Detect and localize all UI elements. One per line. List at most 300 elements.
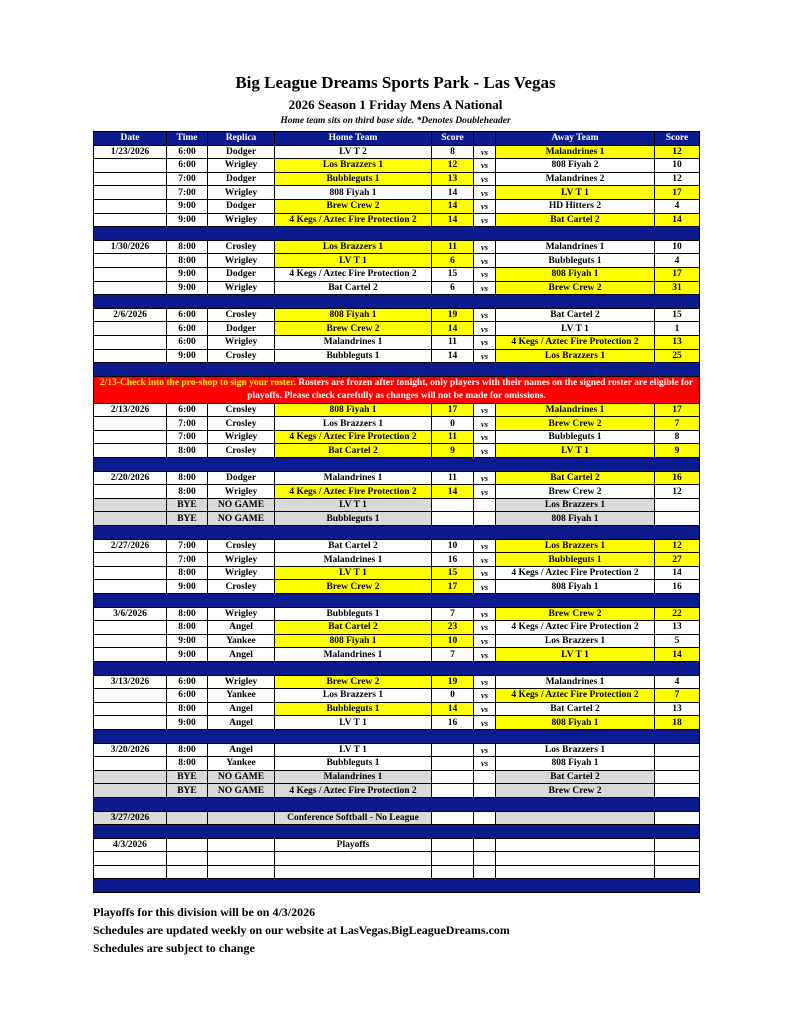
separator-cell [94,729,700,743]
game-row [94,784,700,798]
away-team-cell: Bat Cartel 2 [496,770,655,784]
header-time: Time [167,132,208,146]
time-cell: 8:00 [167,702,208,716]
replica-cell: Wrigley [208,607,275,621]
replica-cell: NO GAME [208,770,275,784]
home-team-cell: Brew Crew 2 [275,675,432,689]
vs-cell: vs [474,580,496,594]
home-team-cell: LV T 1 [275,716,432,730]
date-cell: 3/27/2026 [94,811,167,825]
time-cell [167,865,208,879]
vs-cell: vs [474,254,496,268]
replica-cell: Wrigley [208,186,275,200]
date-cell: 1/30/2026 [94,240,167,254]
home-score-cell [432,811,474,825]
home-team-cell: Bat Cartel 2 [275,444,432,458]
header-vs [474,132,496,146]
home-team-cell: 4 Kegs / Aztec Fire Protection 2 [275,213,432,227]
home-team-cell: 4 Kegs / Aztec Fire Protection 2 [275,784,432,798]
game-row [94,702,700,716]
game-row [94,716,700,730]
away-score-cell [655,743,700,757]
replica-cell: Angel [208,743,275,757]
away-team-cell: Los Brazzers 1 [496,349,655,363]
away-team-cell: Bat Cartel 2 [496,702,655,716]
away-score-cell: 5 [655,634,700,648]
date-cell: 2/27/2026 [94,539,167,553]
away-score-cell [655,498,700,512]
separator-row [94,661,700,675]
home-team-cell: Bat Cartel 2 [275,621,432,635]
date-cell [94,852,167,866]
vs-cell: vs [474,213,496,227]
date-cell [94,281,167,295]
away-score-cell [655,784,700,798]
home-score-cell: 14 [432,349,474,363]
home-team-cell: Los Brazzers 1 [275,240,432,254]
game-row [94,471,700,485]
home-team-cell: Los Brazzers 1 [275,689,432,703]
game-row [94,444,700,458]
home-team-cell [275,852,432,866]
home-score-cell [432,770,474,784]
home-team-cell: Malandrines 1 [275,770,432,784]
game-row [94,852,700,866]
replica-cell: Yankee [208,634,275,648]
replica-cell: Crosley [208,539,275,553]
date-cell [94,865,167,879]
game-row [94,648,700,662]
away-team-cell: Brew Crew 2 [496,417,655,431]
away-score-cell: 8 [655,430,700,444]
date-cell [94,213,167,227]
date-cell: 2/6/2026 [94,308,167,322]
separator-row [94,594,700,608]
replica-cell: Yankee [208,757,275,771]
date-cell [94,267,167,281]
date-cell [94,702,167,716]
separator-row [94,295,700,309]
away-team-cell: Brew Crew 2 [496,485,655,499]
header-row [94,132,700,146]
vs-cell [474,852,496,866]
replica-cell: Wrigley [208,254,275,268]
vs-cell: vs [474,308,496,322]
home-team-cell: Malandrines 1 [275,471,432,485]
home-score-cell: 11 [432,335,474,349]
home-score-cell: 13 [432,172,474,186]
replica-cell: Angel [208,648,275,662]
away-team-cell: HD Hitters 2 [496,199,655,213]
away-score-cell: 17 [655,403,700,417]
date-cell [94,172,167,186]
vs-cell [474,784,496,798]
replica-cell [208,811,275,825]
away-score-cell: 27 [655,553,700,567]
replica-cell: Wrigley [208,335,275,349]
vs-cell: vs [474,621,496,635]
home-team-cell: Bubbleguts 1 [275,172,432,186]
home-team-cell: Bubbleguts 1 [275,512,432,526]
away-score-cell: 1 [655,322,700,336]
home-team-cell: Los Brazzers 1 [275,159,432,173]
time-cell: 6:00 [167,322,208,336]
vs-cell: vs [474,689,496,703]
footer-website: Schedules are updated weekly on our website at LasVegas.BigLeagueDreams.com [93,923,510,937]
away-score-cell: 12 [655,539,700,553]
away-score-cell: 16 [655,471,700,485]
time-cell: 9:00 [167,634,208,648]
home-score-cell: 8 [432,145,474,159]
away-score-cell: 7 [655,689,700,703]
away-team-cell: Bat Cartel 2 [496,471,655,485]
date-cell [94,349,167,363]
home-team-cell: LV T 2 [275,145,432,159]
vs-cell: vs [474,335,496,349]
replica-cell: Yankee [208,689,275,703]
separator-row [94,879,700,893]
vs-cell: vs [474,743,496,757]
replica-cell: Dodger [208,322,275,336]
date-cell [94,553,167,567]
home-team-cell: 808 Fiyah 1 [275,634,432,648]
time-cell: 7:00 [167,539,208,553]
home-score-cell [432,865,474,879]
vs-cell: vs [474,716,496,730]
time-cell: 7:00 [167,417,208,431]
header-replica: Replica [208,132,275,146]
time-cell [167,811,208,825]
replica-cell: Wrigley [208,430,275,444]
away-score-cell: 10 [655,159,700,173]
home-score-cell: 14 [432,186,474,200]
game-row [94,512,700,526]
game-row [94,539,700,553]
away-score-cell [655,865,700,879]
away-team-cell: Bubbleguts 1 [496,254,655,268]
away-team-cell [496,852,655,866]
away-team-cell [496,811,655,825]
date-cell: 2/20/2026 [94,471,167,485]
home-team-cell: 4 Kegs / Aztec Fire Protection 2 [275,430,432,444]
away-team-cell: LV T 1 [496,186,655,200]
separator-cell [94,661,700,675]
separator-cell [94,227,700,241]
time-cell: 9:00 [167,213,208,227]
separator-cell [94,594,700,608]
away-team-cell: 4 Kegs / Aztec Fire Protection 2 [496,621,655,635]
header-away-score: Score [655,132,700,146]
home-team-cell: 808 Fiyah 1 [275,308,432,322]
home-score-cell: 17 [432,403,474,417]
replica-cell: Wrigley [208,566,275,580]
header-home-score: Score [432,132,474,146]
home-team-cell: Brew Crew 2 [275,580,432,594]
time-cell: 9:00 [167,199,208,213]
date-cell [94,254,167,268]
separator-cell [94,363,700,377]
date-cell [94,199,167,213]
vs-cell: vs [474,267,496,281]
home-team-cell: 4 Kegs / Aztec Fire Protection 2 [275,267,432,281]
game-row [94,349,700,363]
away-score-cell: 14 [655,648,700,662]
away-team-cell: 4 Kegs / Aztec Fire Protection 2 [496,689,655,703]
time-cell [167,852,208,866]
date-cell [94,159,167,173]
separator-cell [94,458,700,472]
game-row [94,213,700,227]
game-row [94,199,700,213]
header-date: Date [94,132,167,146]
separator-row [94,363,700,377]
replica-cell: Wrigley [208,675,275,689]
separator-row [94,729,700,743]
date-cell [94,512,167,526]
replica-cell: Crosley [208,417,275,431]
vs-cell: vs [474,281,496,295]
replica-cell: Crosley [208,240,275,254]
game-row [94,254,700,268]
vs-cell [474,498,496,512]
replica-cell: Crosley [208,580,275,594]
away-team-cell: Brew Crew 2 [496,784,655,798]
away-team-cell: Los Brazzers 1 [496,634,655,648]
away-score-cell [655,757,700,771]
time-cell: 6:00 [167,335,208,349]
away-score-cell [655,852,700,866]
time-cell: 6:00 [167,308,208,322]
date-cell: 3/13/2026 [94,675,167,689]
away-team-cell [496,838,655,852]
date-cell [94,621,167,635]
replica-cell: Crosley [208,308,275,322]
date-cell [94,322,167,336]
time-cell: 8:00 [167,471,208,485]
vs-cell: vs [474,702,496,716]
away-team-cell: Malandrines 1 [496,145,655,159]
away-score-cell: 14 [655,566,700,580]
game-row [94,770,700,784]
vs-cell: vs [474,240,496,254]
home-team-cell: Bubbleguts 1 [275,607,432,621]
date-cell [94,444,167,458]
away-team-cell: 808 Fiyah 1 [496,267,655,281]
away-score-cell: 17 [655,186,700,200]
home-score-cell [432,852,474,866]
vs-cell: vs [474,757,496,771]
away-score-cell: 13 [655,335,700,349]
home-team-cell: Brew Crew 2 [275,199,432,213]
home-score-cell [432,498,474,512]
home-team-cell: Bubbleguts 1 [275,757,432,771]
vs-cell: vs [474,172,496,186]
time-cell: 8:00 [167,254,208,268]
game-row [94,240,700,254]
separator-cell [94,797,700,811]
home-team-cell: LV T 1 [275,743,432,757]
game-row [94,553,700,567]
time-cell: 7:00 [167,172,208,186]
time-cell: 7:00 [167,430,208,444]
date-cell [94,498,167,512]
home-score-cell: 6 [432,254,474,268]
vs-cell [474,811,496,825]
vs-cell [474,512,496,526]
away-score-cell: 16 [655,580,700,594]
away-team-cell: 808 Fiyah 1 [496,757,655,771]
date-cell: 4/3/2026 [94,838,167,852]
home-score-cell [432,757,474,771]
notice-highlight: 2/13-Check into the pro-shop to sign your roster. [99,377,296,388]
home-score-cell [432,512,474,526]
game-row [94,417,700,431]
separator-cell [94,879,700,893]
away-score-cell: 15 [655,308,700,322]
date-cell [94,430,167,444]
away-score-cell: 7 [655,417,700,431]
header-away-team: Away Team [496,132,655,146]
vs-cell: vs [474,634,496,648]
home-score-cell: 17 [432,580,474,594]
away-score-cell [655,838,700,852]
home-team-cell: Playoffs [275,838,432,852]
away-team-cell: 808 Fiyah 2 [496,159,655,173]
home-team-cell: Malandrines 1 [275,335,432,349]
home-team-cell: LV T 1 [275,498,432,512]
date-cell [94,716,167,730]
time-cell: BYE [167,770,208,784]
replica-cell: Angel [208,702,275,716]
date-cell [94,566,167,580]
separator-row [94,227,700,241]
time-cell: 6:00 [167,159,208,173]
game-row [94,634,700,648]
date-cell: 3/20/2026 [94,743,167,757]
date-cell [94,784,167,798]
replica-cell: Dodger [208,471,275,485]
vs-cell: vs [474,159,496,173]
away-score-cell: 13 [655,621,700,635]
home-score-cell: 0 [432,689,474,703]
game-row [94,811,700,825]
game-row [94,335,700,349]
home-score-cell: 14 [432,702,474,716]
vs-cell: vs [474,349,496,363]
separator-cell [94,825,700,839]
vs-cell: vs [474,444,496,458]
home-score-cell: 14 [432,213,474,227]
time-cell: 7:00 [167,553,208,567]
away-score-cell: 13 [655,702,700,716]
replica-cell [208,865,275,879]
vs-cell: vs [474,403,496,417]
home-score-cell: 23 [432,621,474,635]
away-team-cell: Bubbleguts 1 [496,553,655,567]
time-cell: 8:00 [167,566,208,580]
replica-cell: Angel [208,716,275,730]
home-score-cell: 19 [432,308,474,322]
time-cell: 9:00 [167,349,208,363]
time-cell: 8:00 [167,743,208,757]
game-row [94,145,700,159]
away-score-cell: 25 [655,349,700,363]
away-score-cell: 12 [655,485,700,499]
away-team-cell: Los Brazzers 1 [496,743,655,757]
time-cell: 9:00 [167,648,208,662]
home-score-cell: 7 [432,648,474,662]
replica-cell: Wrigley [208,485,275,499]
away-score-cell: 12 [655,172,700,186]
header-home-team: Home Team [275,132,432,146]
home-score-cell: 10 [432,634,474,648]
date-cell: 2/13/2026 [94,403,167,417]
away-team-cell: Los Brazzers 1 [496,539,655,553]
time-cell: 8:00 [167,485,208,499]
home-score-cell [432,838,474,852]
replica-cell: Dodger [208,267,275,281]
away-team-cell: Malandrines 1 [496,403,655,417]
separator-cell [94,526,700,540]
home-score-cell: 11 [432,240,474,254]
replica-cell: Dodger [208,145,275,159]
footer-playoffs: Playoffs for this division will be on 4/3/2026 [93,905,316,919]
replica-cell: Wrigley [208,213,275,227]
replica-cell: NO GAME [208,512,275,526]
vs-cell: vs [474,430,496,444]
time-cell: 9:00 [167,580,208,594]
vs-cell: vs [474,566,496,580]
game-row [94,403,700,417]
home-score-cell: 11 [432,471,474,485]
home-team-cell: Malandrines 1 [275,648,432,662]
game-row [94,757,700,771]
game-row [94,566,700,580]
game-row [94,607,700,621]
date-cell [94,186,167,200]
game-row [94,281,700,295]
home-team-cell: Bubbleguts 1 [275,702,432,716]
home-score-cell [432,743,474,757]
time-cell: BYE [167,498,208,512]
away-score-cell: 4 [655,675,700,689]
home-score-cell: 16 [432,553,474,567]
page-subtitle: 2026 Season 1 Friday Mens A National [288,97,503,112]
notice-text: Rosters are frozen after tonight, only players with their names on the signed roster are eligible for playoffs. Please check carefully as changes will not be made for omissions. [247,377,694,401]
game-row [94,580,700,594]
game-row [94,322,700,336]
vs-cell: vs [474,553,496,567]
time-cell: 6:00 [167,675,208,689]
home-score-cell: 16 [432,716,474,730]
home-score-cell: 10 [432,539,474,553]
separator-cell [94,295,700,309]
home-score-cell: 14 [432,485,474,499]
footer-disclaimer: Schedules are subject to change [93,941,255,955]
away-score-cell: 17 [655,267,700,281]
replica-cell: Crosley [208,349,275,363]
home-score-cell [432,784,474,798]
away-team-cell: 808 Fiyah 1 [496,716,655,730]
game-row [94,621,700,635]
home-score-cell: 6 [432,281,474,295]
time-cell: 8:00 [167,607,208,621]
away-team-cell [496,865,655,879]
time-cell: 9:00 [167,267,208,281]
away-score-cell: 4 [655,254,700,268]
separator-row [94,825,700,839]
schedule-note: Home team sits on third base side. *Denotes Doubleheader [280,116,511,126]
